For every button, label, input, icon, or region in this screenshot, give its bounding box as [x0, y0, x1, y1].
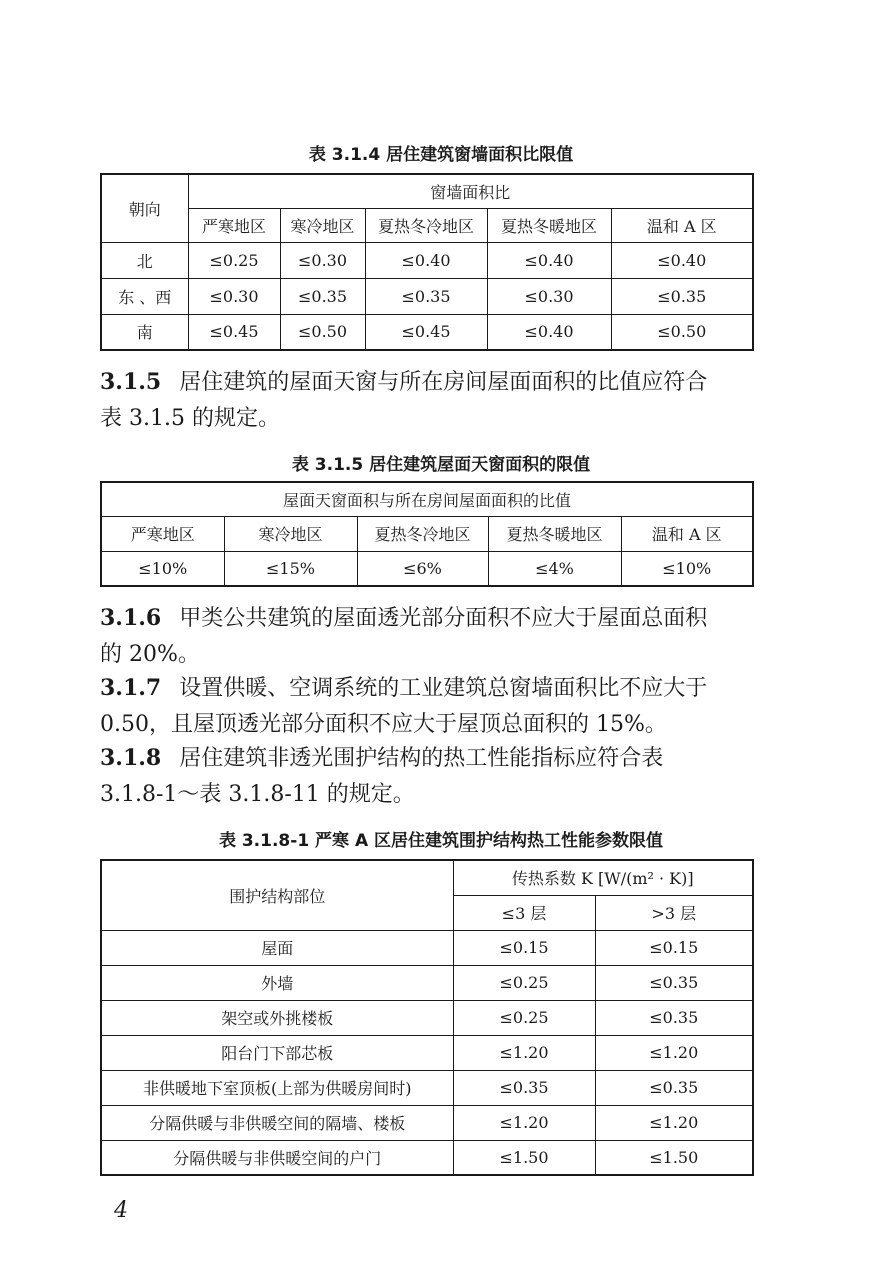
cell-value: ≤1.20 [595, 1105, 753, 1140]
cell-value: ≤0.35 [365, 278, 487, 314]
table-row [101, 930, 753, 965]
table-3-1-5 [100, 481, 754, 587]
cell-value: ≤0.40 [611, 242, 753, 278]
zone-header: 严寒地区 [188, 208, 280, 242]
clause-line [100, 740, 752, 777]
envelope-part-header: 围护结构部位 [101, 860, 453, 930]
cell-value: ≤1.20 [453, 1035, 595, 1070]
cell-value: ≤0.25 [453, 1000, 595, 1035]
row-label: 东 、西 [101, 278, 188, 314]
zone-header: 夏热冬冷地区 [365, 208, 487, 242]
zone-header: 夏热冬暖地区 [487, 208, 611, 242]
cell-value: ≤4% [488, 551, 621, 586]
table-row [101, 1105, 753, 1140]
clause-text: 设置供暖、空调系统的工业建筑总窗墙面积比不应大于 [179, 676, 708, 701]
clause-text: 的 20%。 [100, 642, 200, 667]
clause-3-1-7 [100, 670, 752, 743]
clause-number: 3.1.6 [100, 605, 162, 631]
cell-value: ≤0.50 [611, 314, 753, 350]
clause-line [100, 670, 752, 707]
table3-caption: 表 3.1.8-1 严寒 A 区居住建筑围护结构热工性能参数限值 [218, 831, 664, 851]
cell-value: ≤10% [101, 551, 224, 586]
table1-caption: 表 3.1.4 居住建筑窗墙面积比限值 [308, 145, 574, 165]
envelope-part: 外墙 [101, 965, 453, 1000]
zone-header: 温和 A 区 [611, 208, 753, 242]
cell-value: ≤0.25 [188, 242, 280, 278]
cell-value: ≤0.30 [280, 242, 365, 278]
table-row [101, 1140, 753, 1175]
cell-value: ≤0.35 [595, 965, 753, 1000]
zone-header: 夏热冬暖地区 [488, 516, 621, 551]
table-row [101, 314, 753, 350]
zone-header: 温和 A 区 [621, 516, 753, 551]
cell-value: ≤0.50 [280, 314, 365, 350]
zone-header: 夏热冬冷地区 [357, 516, 488, 551]
cell-value: ≤6% [357, 551, 488, 586]
cell-value: ≤0.40 [487, 242, 611, 278]
clause-text: 居住建筑的屋面天窗与所在房间屋面面积的比值应符合 [179, 370, 708, 395]
envelope-part: 分隔供暖与非供暖空间的隔墙、楼板 [101, 1105, 453, 1140]
zone-header: 寒冷地区 [280, 208, 365, 242]
window-wall-ratio-header: 窗墙面积比 [188, 174, 753, 208]
cell-value: ≤0.40 [487, 314, 611, 350]
table-row [101, 242, 753, 278]
cell-value: ≤0.35 [595, 1070, 753, 1105]
clause-3-1-8 [100, 740, 752, 813]
row-label: 北 [101, 242, 188, 278]
table2-caption: 表 3.1.5 居住建筑屋面天窗面积的限值 [291, 455, 591, 475]
floors-gt3-header: >3 层 [595, 895, 753, 930]
clause-line [100, 364, 752, 401]
table-3-1-4 [100, 173, 754, 351]
cell-value: ≤1.20 [453, 1105, 595, 1140]
table-row [101, 551, 753, 586]
clause-text: 0.50，且屋顶透光部分面积不应大于屋顶总面积的 15%。 [100, 712, 667, 737]
cell-value: ≤0.45 [188, 314, 280, 350]
cell-value: ≤0.35 [453, 1070, 595, 1105]
table-row [101, 1000, 753, 1035]
clause-number: 3.1.8 [100, 745, 162, 771]
cell-value: ≤0.15 [595, 930, 753, 965]
heat-transfer-header: 传热系数 K [W/(m² · K)] [453, 860, 753, 895]
clause-3-1-6 [100, 600, 752, 673]
table-row [101, 1035, 753, 1070]
cell-value: ≤1.50 [595, 1140, 753, 1175]
skylight-ratio-header: 屋面天窗面积与所在房间屋面面积的比值 [101, 482, 753, 516]
clause-text: 甲类公共建筑的屋面透光部分面积不应大于屋面总面积 [179, 606, 708, 631]
envelope-part: 屋面 [101, 930, 453, 965]
cell-value: ≤0.40 [365, 242, 487, 278]
envelope-part: 阳台门下部芯板 [101, 1035, 453, 1070]
cell-value: ≤0.30 [188, 278, 280, 314]
table-3-1-8-1 [100, 859, 754, 1176]
envelope-part: 架空或外挑楼板 [101, 1000, 453, 1035]
cell-value: ≤0.30 [487, 278, 611, 314]
cell-value: ≤0.15 [453, 930, 595, 965]
clause-text: 居住建筑非透光围护结构的热工性能指标应符合表 [179, 746, 664, 771]
floors-le3-header: ≤3 层 [453, 895, 595, 930]
cell-value: ≤1.20 [595, 1035, 753, 1070]
envelope-part: 非供暖地下室顶板(上部为供暖房间时) [101, 1070, 453, 1105]
clause-text: 3.1.8-1～表 3.1.8-11 的规定。 [100, 782, 415, 807]
clause-line [100, 600, 752, 637]
cell-value: ≤0.35 [595, 1000, 753, 1035]
cell-value: ≤0.25 [453, 965, 595, 1000]
cell-value: ≤0.35 [611, 278, 753, 314]
zone-header: 寒冷地区 [224, 516, 357, 551]
cell-value: ≤0.45 [365, 314, 487, 350]
clause-number: 3.1.5 [100, 369, 162, 395]
table-row [101, 965, 753, 1000]
clause-number: 3.1.7 [100, 675, 162, 701]
clause-3-1-5 [100, 364, 752, 437]
zone-header: 严寒地区 [101, 516, 224, 551]
cell-value: ≤0.35 [280, 278, 365, 314]
row-label: 南 [101, 314, 188, 350]
cell-value: ≤15% [224, 551, 357, 586]
table-row [101, 278, 753, 314]
orientation-header: 朝向 [101, 174, 188, 242]
cell-value: ≤1.50 [453, 1140, 595, 1175]
table-row [101, 1070, 753, 1105]
clause-text: 表 3.1.5 的规定。 [100, 406, 280, 431]
page-number: 4 [114, 1198, 128, 1223]
cell-value: ≤10% [621, 551, 753, 586]
envelope-part: 分隔供暖与非供暖空间的户门 [101, 1140, 453, 1175]
